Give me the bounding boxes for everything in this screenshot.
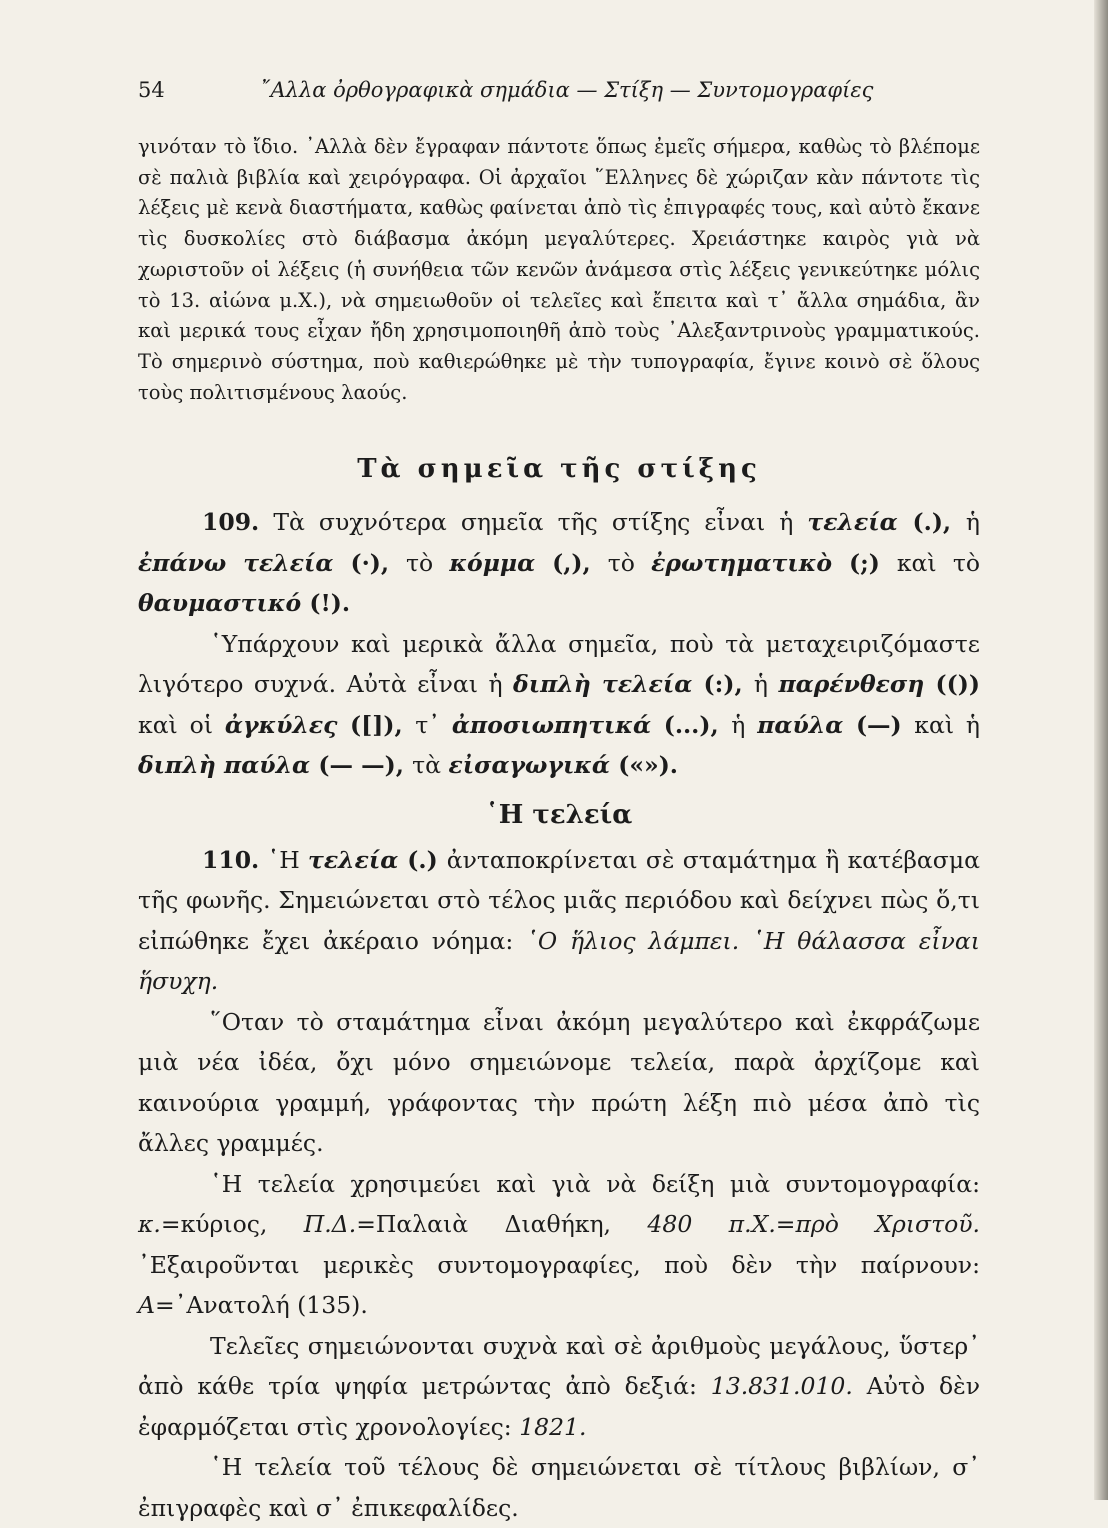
term-parenthesi: παρένθεση <box>778 670 925 699</box>
term-teleia: τελεία <box>807 508 898 537</box>
paragraph-numbers: Τελεῖες σημειώνονται συχνὰ καὶ σὲ ἀριθμοὺς μεγάλους, ὕστερ᾿ ἀπὸ κάθε τρία ψηφία μετρώντας ἀπὸ δεξιά: 13.831.010. Αὐτὸ δὲν ἐφαρμόζεται στὶς χρονολογίες: 1821. <box>138 1331 980 1441</box>
term-pavla: παύλα <box>757 710 844 739</box>
term-agkyles: ἀγκύλες <box>224 710 338 739</box>
section-title: Τὰ σημεῖα τῆς στίξης <box>357 454 761 485</box>
term-erotimatiko: ἐρωτηματικὸ <box>651 548 833 577</box>
term-thavmastiko: θαυμαστικό <box>138 589 302 618</box>
running-title: ῎Αλλα ὀρθογραφικὰ σημάδια — Στίξη — Συντομογραφίες <box>260 78 874 102</box>
term-eisagogika: εἰσαγωγικά <box>448 751 611 780</box>
page-body <box>138 132 980 1528</box>
paragraph-number: 110. <box>202 845 260 874</box>
punctuation-section <box>138 502 980 1528</box>
term-dipli-pavla: διπλὴ παύλα <box>138 751 311 780</box>
page-edge <box>1094 0 1108 1500</box>
paragraph-abbreviations: ῾Η τελεία χρησιμεύει καὶ γιὰ νὰ δείξη μιὰ συντομογραφία: κ.=κύριος, Π.Δ.=Παλαιὰ Διαθήκη, 480 π.Χ.=πρὸ Χριστοῦ. ᾿Εξαιροῦνται μερικὲς συντομογραφίες, ποὺ δὲν τὴν παίρνουν: Α=᾿Ανατολή (135). <box>138 1169 981 1320</box>
paragraph-109-other-marks: ῾Υπάρχουν καὶ μερικὰ ἄλλα σημεῖα, ποὺ τὰ μεταχειριζόμαστε λιγότερο συχνά. Αὐτὰ εἶναι ἡ διπλὴ τελεία (:), ἡ παρένθεση (()) καὶ οἱ ἀγκύλες ([]), τ᾿ ἀποσιωπητικά (...), ἡ παύλα (—) καὶ ἡ διπλὴ παύλα (— —), τὰ εἰσαγωγικά («»). <box>138 629 980 780</box>
intro-section <box>138 132 980 408</box>
subsection-title: ῾Η τελεία <box>485 799 633 830</box>
term-aposiopitika: ἀποσιωπητικά <box>451 710 652 739</box>
term-komma: κόμμα <box>449 548 536 577</box>
paragraph-110: 110. ῾Η τελεία (.) ἀνταποκρίνεται σὲ σταμάτημα ἢ κατέβασμα τῆς φωνῆς. Σημειώνεται στὸ τέλος μιᾶς περιόδου καὶ δείχνει πὼς ὅ,τι εἰπώθηκε ἔχει ἀκέραιο νόημα: ῾Ο ἥλιος λάμπει. ῾Η θάλασσα εἶναι ἥσυχη. <box>138 845 980 996</box>
term-dipli-teleia: διπλὴ τελεία <box>513 670 693 699</box>
page-number: 54 <box>138 78 165 102</box>
paragraph-number: 109. <box>202 508 260 537</box>
paragraph-109: 109. Τὰ συχνότερα σημεῖα τῆς στίξης εἶναι ἡ τελεία (.), ἡ ἐπάνω τελεία (·), τὸ κόμμα (,), τὸ ἐρωτηματικὸ (;) καὶ τὸ θαυμαστικό (!). <box>138 508 980 618</box>
term-teleia: τελεία <box>308 845 399 874</box>
intro-paragraph: γινόταν τὸ ἴδιο. ᾿Αλλὰ δὲν ἔγραφαν πάντοτε ὅπως ἐμεῖς σήμερα, καθὼς τὸ βλέπομε σὲ παλιὰ βιβλία καὶ χειρόγραφα. Οἱ ἀρχαῖοι ῞Ελληνες δὲ χώριζαν κὰν πάντοτε τὶς λέξεις μὲ κενὰ διαστήματα, καθὼς φαίνεται ἀπὸ τὶς ἐπιγραφές τους, καὶ αὐτὸ ἔκανε τὶς δυσκολίες στὸ διάβασμα ἀκόμη μεγαλύτερες. Χρειάστηκε καιρὸς γιὰ νὰ χωριστοῦν οἱ λέξεις (ἡ συνήθεια τῶν κενῶν ἀνάμεσα στὶς λέξεις γενικεύτηκε μόλις τὸ 13. αἰώνα μ.Χ.), νὰ σημειωθοῦν οἱ τελεῖες καὶ ἔπειτα καὶ τ᾿ ἄλλα σημάδια, ἂν καὶ μερικά τους εἶχαν ἤδη χρησιμοποιηθῆ ἀπὸ τοὺς ᾿Αλεξαντρινοὺς γραμματικούς. Τὸ σημερινὸ σύστημα, ποὺ καθιερώθηκε μὲ τὴν τυπογραφία, ἔγινε κοινὸ σὲ ὅλους τοὺς πολιτισμένους λαούς. <box>138 135 980 404</box>
paragraph-new-line: ῞Οταν τὸ σταμάτημα εἶναι ἀκόμη μεγαλύτερο καὶ ἐκφράζωμε μιὰ νέα ἰδέα, ὄχι μόνο σημειώνομε τελεία, παρὰ ἀρχίζομε καὶ καινούρια γραμμή, γράφοντας τὴν πρώτη λέξη πιὸ μέσα ἀπὸ τὶς ἄλλες γραμμές. <box>138 1007 980 1158</box>
paragraph-titles: ῾Η τελεία τοῦ τέλους δὲ σημειώνεται σὲ τίτλους βιβλίων, σ᾿ ἐπιγραφὲς καὶ σ᾿ ἐπικεφαλίδες. <box>138 1453 980 1522</box>
term-epano-teleia: ἐπάνω τελεία <box>138 548 334 577</box>
example-sentence: ῾Ο ἥλιος λάμπει. ῾Η θάλασσα εἶναι ἥσυχη. <box>138 926 980 996</box>
